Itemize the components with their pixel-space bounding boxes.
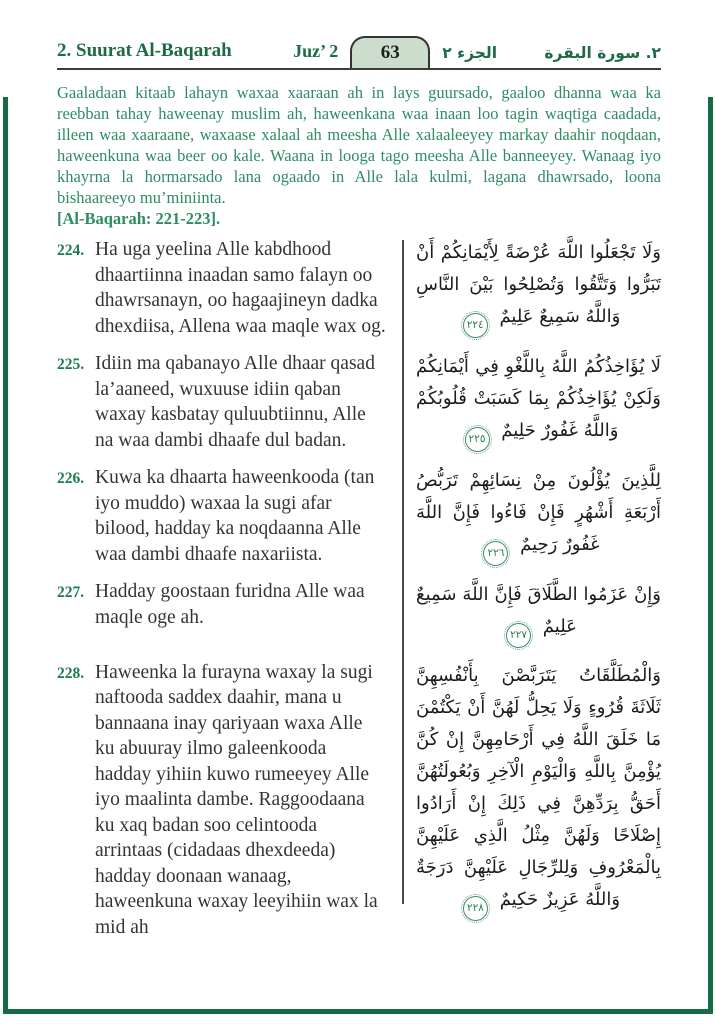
juz-label-arabic: الجزء ٢ bbox=[442, 44, 498, 62]
verse-number: 224. bbox=[57, 242, 85, 259]
ayah-end-medallion bbox=[506, 623, 531, 648]
verse-227-arabic bbox=[402, 579, 661, 648]
verse-arabic-text: وَإِنْ عَزَمُوا الطَّلَاقَ فَإِنَّ اللَّهَ سَمِيعٌ عَلِيمٌ bbox=[416, 584, 661, 637]
page-header bbox=[57, 26, 661, 70]
page-number: 63 bbox=[380, 42, 400, 63]
intro-translation-paragraph bbox=[57, 82, 661, 229]
verse-translation-text: Idiin ma qabanayo Alle dhaar qasad la’aaneed, wuxuuse idiin qaban waxay kasbatay quluubtiinnu, Alle na waa dambi dhaafe dul badan. bbox=[95, 353, 375, 451]
intro-text: Gaaladaan kitaab lahayn waxaa xaaraan ah in lays guursado, gaaloo dhanna waa ka reebban tahay haweenay muslim ah, haweenkana waa inaan loo tagin waqtiga caadada, illeen waa xaaraane, waxaase xalaal ah meesha Alle xalaaleeyey markay daahir noqdaan, haweenkuna waa beer oo kale. Waana in looga tago meesha Alle banneeyey. Wanaag iyo khayrna la hormarsado lana ogaado in Alle lala kulmi, lagana dhawrsado, loona bishaareeyo mu’miniinta. bbox=[57, 83, 661, 207]
verse-225-arabic bbox=[402, 351, 661, 453]
ayah-end-medallion bbox=[483, 541, 508, 566]
verse-row-227 bbox=[57, 579, 661, 648]
verse-226-arabic bbox=[402, 465, 661, 567]
verse-228-translation bbox=[57, 660, 402, 941]
column-divider bbox=[402, 240, 404, 904]
verses-section bbox=[57, 237, 661, 940]
verse-arabic-text: وَالْمُطَلَّقَاتُ يَتَرَبَّصْنَ بِأَنْفُسِهِنَّ ثَلَاثَةَ قُرُوءٍ وَلَا يَحِلُّ لَهُنَّ أَنْ يَكْتُمْنَ مَا خَلَقَ اللَّهُ فِي أَرْحَامِهِنَّ إِنْ كُنَّ يُؤْمِنَّ بِاللَّهِ وَالْيَوْمِ الْآخِرِ وَبُعُولَتُهُنَّ أَحَقُّ بِرَدِّهِنَّ فِي ذَلِكَ إِنْ أَرَادُوا إِصْلَاحًا وَلَهُنَّ مِثْلُ الَّذِي عَلَيْهِنَّ بِالْمَعْرُوفِ وَلِلرِّجَالِ عَلَيْهِنَّ دَرَجَةٌ وَاللَّهُ عَزِيزٌ حَكِيمٌ bbox=[416, 664, 661, 910]
verse-226-translation bbox=[57, 465, 402, 567]
verse-224-translation bbox=[57, 237, 402, 339]
verse-translation-text: Ha uga yeelina Alle kabdhood dhaartiinna inaadan samo falayn oo dhawrsanayn, oo hagaajineyn dadka dhexdiisa, Allena waa maqle wax og. bbox=[95, 239, 386, 337]
verse-arabic-text: لَا يُؤَاخِذُكُمُ اللَّهُ بِاللَّغْوِ فِي أَيْمَانِكُمْ وَلَكِنْ يُؤَاخِذُكُمْ بِمَا كَسَبَتْ قُلُوبُكُمْ وَاللَّهُ غَفُورٌ حَلِيمٌ bbox=[416, 356, 661, 441]
ayah-end-medallion bbox=[465, 427, 490, 452]
ayah-number: ٢٢٨ bbox=[467, 901, 484, 914]
ayah-number: ٢٢٤ bbox=[466, 319, 484, 331]
ayah-number: ٢٢٦ bbox=[487, 547, 505, 559]
page-number-tab bbox=[350, 36, 430, 68]
verse-number: 225. bbox=[57, 356, 85, 373]
verse-227-translation bbox=[57, 579, 402, 648]
verse-row-228 bbox=[57, 660, 661, 941]
header-center-group bbox=[293, 36, 497, 68]
ayah-number: ٢٢٥ bbox=[468, 433, 486, 445]
juz-label-latin: Juz’ 2 bbox=[293, 41, 339, 61]
surah-title-arabic: ٢. سورة البقرة bbox=[544, 44, 661, 62]
ayah-end-medallion bbox=[463, 896, 488, 921]
verse-translation-text: Kuwa ka dhaarta haweenkooda (tan iyo muddo) waxaa la sugi afar bilood, hadday ka noqdaanna Alle waa dambi dhaafe naxariista. bbox=[95, 467, 375, 565]
page-border-right bbox=[708, 97, 713, 1014]
verse-row-224 bbox=[57, 237, 661, 339]
verse-translation-text: Hadday goostaan furidna Alle waa maqle oge ah. bbox=[95, 581, 365, 628]
verse-arabic-text: لِلَّذِينَ يُؤْلُونَ مِنْ نِسَائِهِمْ تَرَبُّصُ أَرْبَعَةِ أَشْهُرٍ فَإِنْ فَاءُوا فَإِنَّ اللَّهَ غَفُورٌ رَحِيمٌ bbox=[416, 470, 661, 555]
verse-arabic-text: وَلَا تَجْعَلُوا اللَّهَ عُرْضَةً لِأَيْمَانِكُمْ أَنْ تَبَرُّوا وَتَتَّقُوا وَتُصْلِحُوا بَيْنَ النَّاسِ وَاللَّهُ سَمِيعٌ عَلِيمٌ bbox=[416, 242, 661, 327]
verse-225-translation bbox=[57, 351, 402, 453]
verse-number: 227. bbox=[57, 584, 85, 601]
verse-row-226 bbox=[57, 465, 661, 567]
surah-title-latin: 2. Suurat Al-Baqarah bbox=[57, 40, 232, 61]
verse-number: 226. bbox=[57, 470, 85, 487]
page-border-bottom bbox=[3, 1009, 713, 1014]
intro-reference: [Al-Baqarah: 221-223]. bbox=[57, 209, 221, 228]
verse-translation-text: Haweenka la furayna waxay la sugi naftooda saddex daahir, mana u bannaana inay qariyaan waxa Alle ku abuuray ilmo galeenkooda hadday yihiin kuwo rumeeyey Alle iyo maalinta dambe. Raggoodaana ku xaq badan soo celintooda arrintaas (cidadaas dhexdeeda) hadday doonaan wanaag, haweenkuna waxay leeyihiin wax la mid ah bbox=[95, 661, 378, 938]
page-border-left bbox=[3, 97, 8, 1014]
ayah-end-medallion bbox=[463, 313, 488, 338]
ayah-number: ٢٢٧ bbox=[510, 629, 528, 641]
verse-228-arabic bbox=[402, 660, 661, 941]
verse-row-225 bbox=[57, 351, 661, 453]
verse-number: 228. bbox=[57, 664, 85, 682]
verse-224-arabic bbox=[402, 237, 661, 339]
